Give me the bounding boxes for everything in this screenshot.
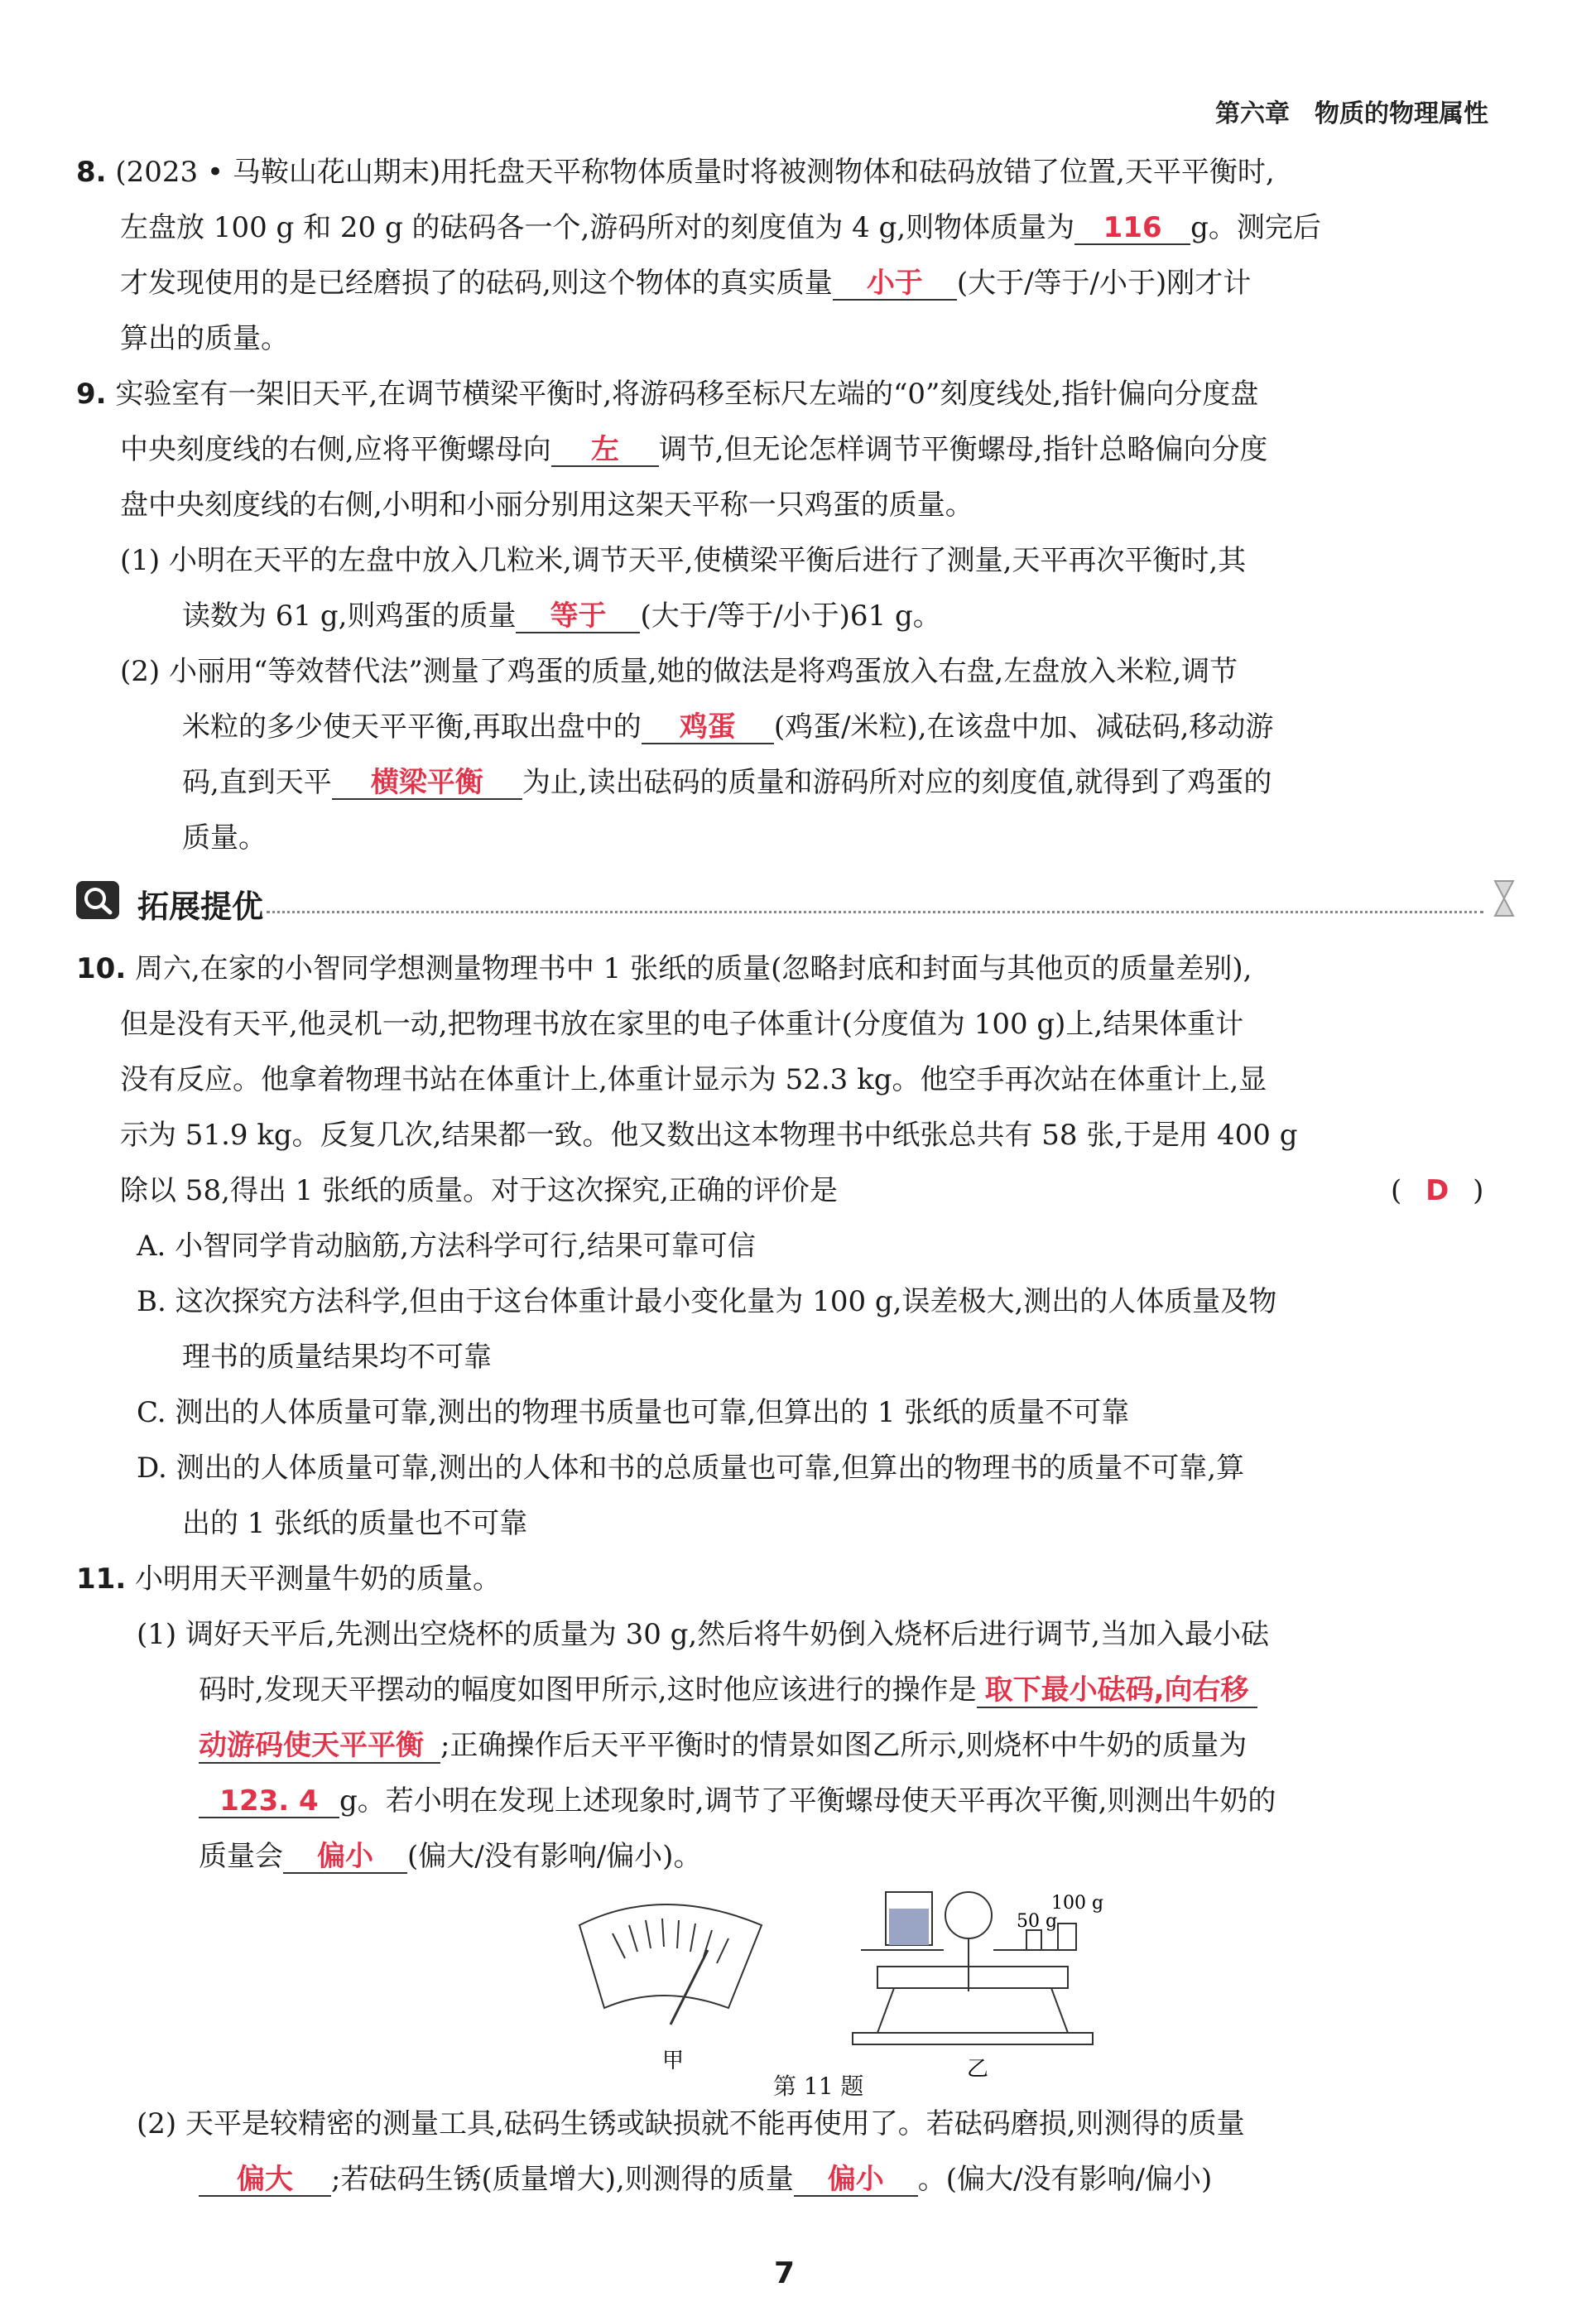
question-text: 中央刻度线的右侧,应将平衡螺母向 (120, 433, 551, 466)
question-text: (2) 天平是较精密的测量工具,砝码生锈或缺损就不能再使用了。若砝码磨损,则测得的质量 (137, 2107, 1245, 2140)
question-text: (鸡蛋/米粒),在该盘中加、减砝码,移动游 (773, 710, 1274, 744)
question-text: 才发现使用的是已经磨损了的砝码,则这个物体的真实质量 (120, 267, 833, 300)
question-text: 读数为 61 g,则鸡蛋的质量 (182, 599, 517, 633)
answer-blank: 等于 (516, 600, 640, 633)
answer-blank: 横梁平衡 (332, 767, 522, 800)
question-text: g。若小明在发现上述现象时,调节了平衡螺母使天平再次平衡,则测出牛奶的 (339, 1784, 1276, 1818)
option-c: C. 测出的人体质量可靠,测出的物理书质量也可靠,但算出的 1 张纸的质量不可靠 (137, 1396, 1130, 1429)
question-text: ;若砝码生锈(质量增大),则测得的质量 (331, 2163, 794, 2196)
answer-bracket (1391, 1174, 1483, 1207)
weight-100g-label: 100 g (1051, 1893, 1104, 1914)
question-text: 码,直到天平 (182, 766, 332, 799)
dial-diagram (579, 1904, 762, 2025)
question-text: 算出的质量。 (120, 322, 289, 355)
question-text: 左盘放 100 g 和 20 g 的砝码各一个,游码所对的刻度值为 4 g,则物体质量为 (120, 211, 1075, 244)
answer-blank: 116 (1074, 212, 1190, 245)
section-header (76, 878, 1517, 924)
chapter-number: 第六章 (1215, 99, 1290, 128)
magnifier-icon (76, 881, 119, 919)
question-text: (偏大/没有影响/偏小)。 (407, 1840, 702, 1873)
weight-50g-label: 50 g (1017, 1911, 1058, 1932)
question-text: (1) 小明在天平的左盘中放入几粒米,调节天平,使横梁平衡后进行了测量,天平再次平衡时,其 (120, 544, 1247, 577)
question-text: 除以 58,得出 1 张纸的质量。对于这次探究,正确的评价是 (120, 1174, 838, 1207)
choice-answer: D (1425, 1174, 1449, 1207)
question-text: 为止,读出砝码的质量和游码所对应的刻度值,就得到了鸡蛋的 (522, 766, 1272, 799)
question-text: 实验室有一架旧天平,在调节横梁平衡时,将游码移至标尺左端的“0”刻度线处,指针偏向分度盘 (115, 378, 1259, 411)
answer-blank: 偏大 (199, 2164, 331, 2197)
bracket-close: ) (1473, 1174, 1484, 1207)
question-text: (大于/等于/小于)61 g。 (640, 599, 941, 633)
option-b-continued: 理书的质量结果均不可靠 (182, 1341, 492, 1374)
question-text: g。测完后 (1190, 211, 1321, 244)
question-text: 盘中央刻度线的右侧,小明和小丽分别用这架天平称一只鸡蛋的质量。 (120, 489, 973, 522)
figure-balance (563, 1875, 1142, 2091)
answer-blank: 偏小 (283, 1841, 407, 1874)
question-text: 码时,发现天平摆动的幅度如图甲所示,这时他应该进行的操作是 (199, 1673, 977, 1707)
option-d-continued: 出的 1 张纸的质量也不可靠 (182, 1507, 528, 1540)
page-number: 7 (774, 2256, 796, 2290)
question-text: 质量会 (199, 1840, 283, 1873)
option-a: A. 小智同学肯动脑筋,方法科学可行,结果可靠可信 (137, 1230, 756, 1263)
answer-blank: 123. 4 (199, 1785, 339, 1818)
answer-blank: 左 (551, 434, 659, 467)
question-text: 米粒的多少使天平平衡,再取出盘中的 (182, 710, 642, 744)
question-text: ;正确操作后天平平衡时的情景如图乙所示,则烧杯中牛奶的质量为 (440, 1729, 1247, 1762)
question-number: 8. (76, 156, 107, 189)
question-text: 没有反应。他拿着物理书站在体重计上,体重计显示为 52.3 kg。他空手再次站在体重计上,显 (120, 1063, 1267, 1096)
question-text: (大于/等于/小于)刚才计 (956, 267, 1252, 300)
question-text: 示为 51.9 kg。反复几次,结果都一致。他又数出这本物理书中纸张总共有 58 张,于是用 400 g (120, 1119, 1298, 1152)
answer-blank: 鸡蛋 (642, 711, 774, 744)
bracket-open: ( (1391, 1174, 1402, 1207)
answer-blank: 取下最小砝码,向右移 (977, 1673, 1257, 1708)
question-text: 调节,但无论怎样调节平衡螺母,指针总略偏向分度 (658, 433, 1268, 466)
question-text: 。(偏大/没有影响/偏小) (917, 2163, 1213, 2196)
answer-blank: 偏小 (794, 2164, 918, 2197)
section-title: 拓展提优 (137, 888, 264, 925)
question-text: 小明用天平测量牛奶的质量。 (135, 1562, 502, 1596)
question-text: (2023 • 马鞍山花山期末)用托盘天平称物体质量时将被测物体和砝码放错了位置,天平平衡时, (115, 156, 1275, 189)
hourglass-icon (1492, 878, 1517, 919)
option-d: D. 测出的人体质量可靠,测出的人体和书的总质量也可靠,但算出的物理书的质量不可靠,算 (137, 1452, 1245, 1485)
question-text: (1) 调好天平后,先测出空烧杯的质量为 30 g,然后将牛奶倒入烧杯后进行调节,当加入最小砝 (137, 1618, 1270, 1651)
option-b: B. 这次探究方法科学,但由于这台体重计最小变化量为 100 g,误差极大,测出的人体质量及物 (137, 1285, 1277, 1318)
question-text: 但是没有天平,他灵机一动,把物理书放在家里的电子体重计(分度值为 100 g)上,结果体重计 (120, 1008, 1244, 1041)
question-text: 周六,在家的小智同学想测量物理书中 1 张纸的质量(忽略封底和封面与其他页的质量差别), (135, 952, 1252, 985)
label-yi: 乙 (967, 2057, 989, 2082)
figure-caption: 第 11 题 (773, 2073, 864, 2100)
question-number: 10. (76, 952, 127, 985)
question-number: 11. (76, 1562, 127, 1596)
answer-blank-continued: 动游码使天平平衡 (199, 1729, 440, 1764)
chapter-title: 物质的物理属性 (1315, 99, 1488, 128)
question-text: (2) 小丽用“等效替代法”测量了鸡蛋的质量,她的做法是将鸡蛋放入右盘,左盘放入米粒,调节 (120, 655, 1238, 688)
label-jia: 甲 (662, 2049, 685, 2073)
question-text: 质量。 (182, 821, 267, 855)
page-header (1215, 93, 1488, 129)
question-number: 9. (76, 378, 107, 411)
section-divider (267, 911, 1483, 913)
answer-blank: 小于 (833, 267, 957, 301)
